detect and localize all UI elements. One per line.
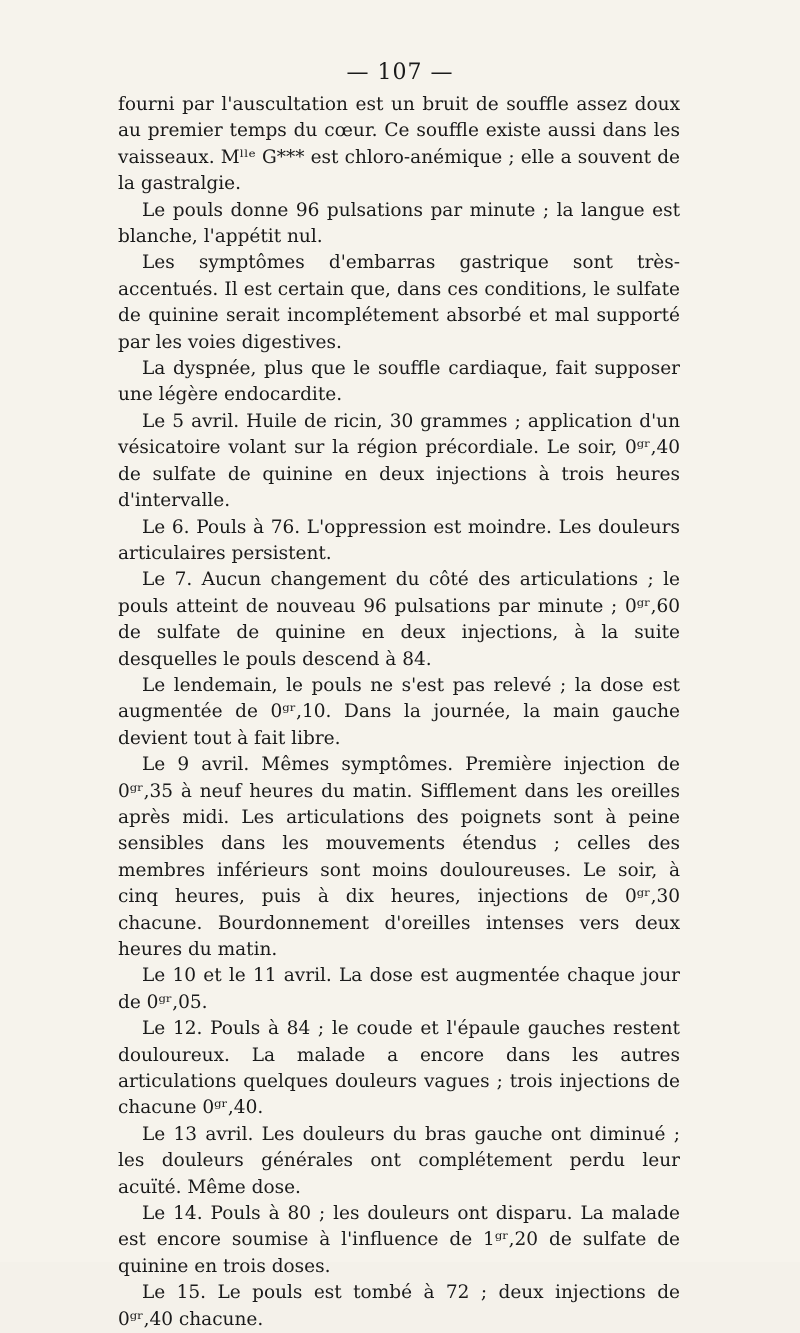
- paragraph: Le 9 avril. Mêmes symptômes. Première injection de 0ᵍʳ,35 à neuf heures du matin. Sifflement dans les oreilles après midi. Les articulations des poignets sont à peine sensibles dans les mouvements étendus ; celles des membres inférieurs sont moins douloureuses. Le soir, à cinq heures, puis à dix heures, injections de 0ᵍʳ,30 chacune. Bourdonnement d'oreilles intenses vers deux heures du matin.: [118, 754, 680, 960]
- paragraph: Le pouls donne 96 pulsations par minute ; la langue est blanche, l'appétit nul.: [118, 199, 680, 248]
- body-text: [118, 92, 680, 1333]
- paragraph: Le 12. Pouls à 84 ; le coude et l'épaule gauches restent douloureux. La malade a encore dans les autres articulations quelques douleurs vagues ; trois injections de chacune 0ᵍʳ,40.: [118, 1018, 680, 1119]
- paragraph: Les symptômes d'embarras gastrique sont très-accentués. Il est certain que, dans ces conditions, le sulfate de quinine serait incomplétement absorbé et mal supporté par les voies digestives.: [118, 252, 680, 353]
- paragraph: Le lendemain, le pouls ne s'est pas relevé ; la dose est augmentée de 0ᵍʳ,10. Dans la journée, la main gauche devient tout à fait libre.: [118, 674, 680, 749]
- paragraph: Le 14. Pouls à 80 ; les douleurs ont disparu. La malade est encore soumise à l'influence de 1ᵍʳ,20 de sulfate de quinine en trois doses.: [118, 1203, 680, 1277]
- page-number: — 107 —: [346, 60, 454, 85]
- paragraph: Le 6. Pouls à 76. L'oppression est moindre. Les douleurs articulaires persistent.: [118, 516, 680, 564]
- paragraph: Le 15. Le pouls est tombé à 72 ; deux injections de 0ᵍʳ,40 chacune.: [118, 1282, 680, 1330]
- paragraph: La dyspnée, plus que le souffle cardiaque, fait supposer une légère endocardite.: [118, 358, 680, 406]
- paragraph: Le 10 et le 11 avril. La dose est augmentée chaque jour de 0ᵍʳ,05.: [118, 965, 680, 1013]
- paragraph: Le 7. Aucun changement du côté des articulations ; le pouls atteint de nouveau 96 pulsations par minute ; 0ᵍʳ,60 de sulfate de quinine en deux injections, à la suite desquelles le pouls descend à 84.: [118, 569, 680, 670]
- paragraph: Le 5 avril. Huile de ricin, 30 grammes ; application d'un vésicatoire volant sur la région précordiale. Le soir, 0ᵍʳ,40 de sulfate de quinine en deux injections à trois heures d'intervalle.: [118, 410, 680, 512]
- paragraph: fourni par l'auscultation est un bruit de souffle assez doux au premier temps du cœur. Ce souffle existe aussi dans les vaisseaux. Mˡˡᵉ G*** est chloro-anémique ; elle a souvent de la gastralgie.: [118, 94, 680, 195]
- paragraph: Le 13 avril. Les douleurs du bras gauche ont diminué ; les douleurs générales ont complétement perdu leur acuïté. Même dose.: [118, 1123, 680, 1198]
